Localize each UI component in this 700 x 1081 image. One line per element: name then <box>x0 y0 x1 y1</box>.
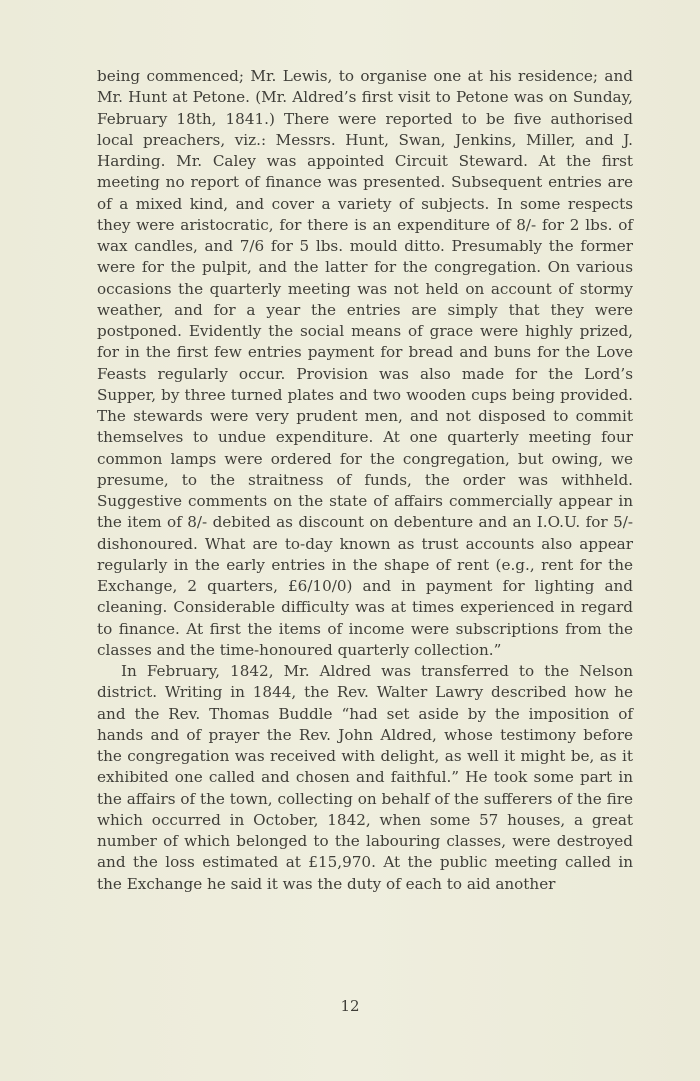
page-number: 12 <box>340 997 360 1015</box>
paragraph-continued: being commenced; Mr. Lewis, to organise one at his residence; and Mr. Hunt at Petone. (Mr. Aldred’s first visit to Petone was on Sunday, February 18th, 1841.) There were reported to be five authorised local preachers, viz.: Messrs. Hunt, Swan, Jenkins, Miller, and J. Harding. Mr. Caley was appointed Circuit Steward. At the first meeting no report of finance was presented. Subsequent entries are of a mixed kind, and cover a variety of subjects. In some respects they were aristocratic, for there is an expenditure of 8/- for 2 lbs. of wax candles, and 7/6 for 5 lbs. mould ditto. Presumably the former were for the pulpit, and the latter for the congregation. On various occasions the quarterly meeting was not held on account of stormy weather, and for a year the entries are simply that they were postponed. Evidently the social means of grace were highly prized, for in the first few entries payment for bread and buns for the Love Feasts regularly occur. Provision was also made for the Lord’s Supper, by three turned plates and two wooden cups being provided. The stewards were very prudent men, and not disposed to commit themselves to undue expenditure. At one quarterly meeting four common lamps were ordered for the congregation, but owing, we presume, to the straitness of funds, the order was withheld. Suggestive comments on the state of affairs commercially appear in the item of 8/- debited as discount on debenture and an I.O.U. for 5/- dishonoured. What are to-day known as trust accounts also appear regularly in the early entries in the shape of rent (e.g., rent for the Exchange, 2 quarters, £6/10/0) and in payment for lighting and cleaning. Considerable difficulty was at times experienced in regard to finance. At first the items of income were subscriptions from the classes and the time-honoured quarterly collection.” <box>97 67 633 659</box>
paragraph-aldred-transfer: In February, 1842, Mr. Aldred was transferred to the Nelson district. Writing in 1844, the Rev. Walter Lawry described how he and the Rev. Thomas Buddle “had set aside by the imposition of hands and of prayer the Rev. John Aldred, whose testimony before the congregation was received with delight, as well it might be, as it exhibited one called and chosen and faithful.” He took some part in the affairs of the town, collecting on behalf of the sufferers of the fire which occurred in October, 1842, when some 57 houses, a great number of which belonged to the labouring classes, were destroyed and the loss estimated at £15,970. At the public meeting called in the Exchange he said it was the duty of each to aid another <box>97 662 633 893</box>
body-text <box>97 66 633 895</box>
